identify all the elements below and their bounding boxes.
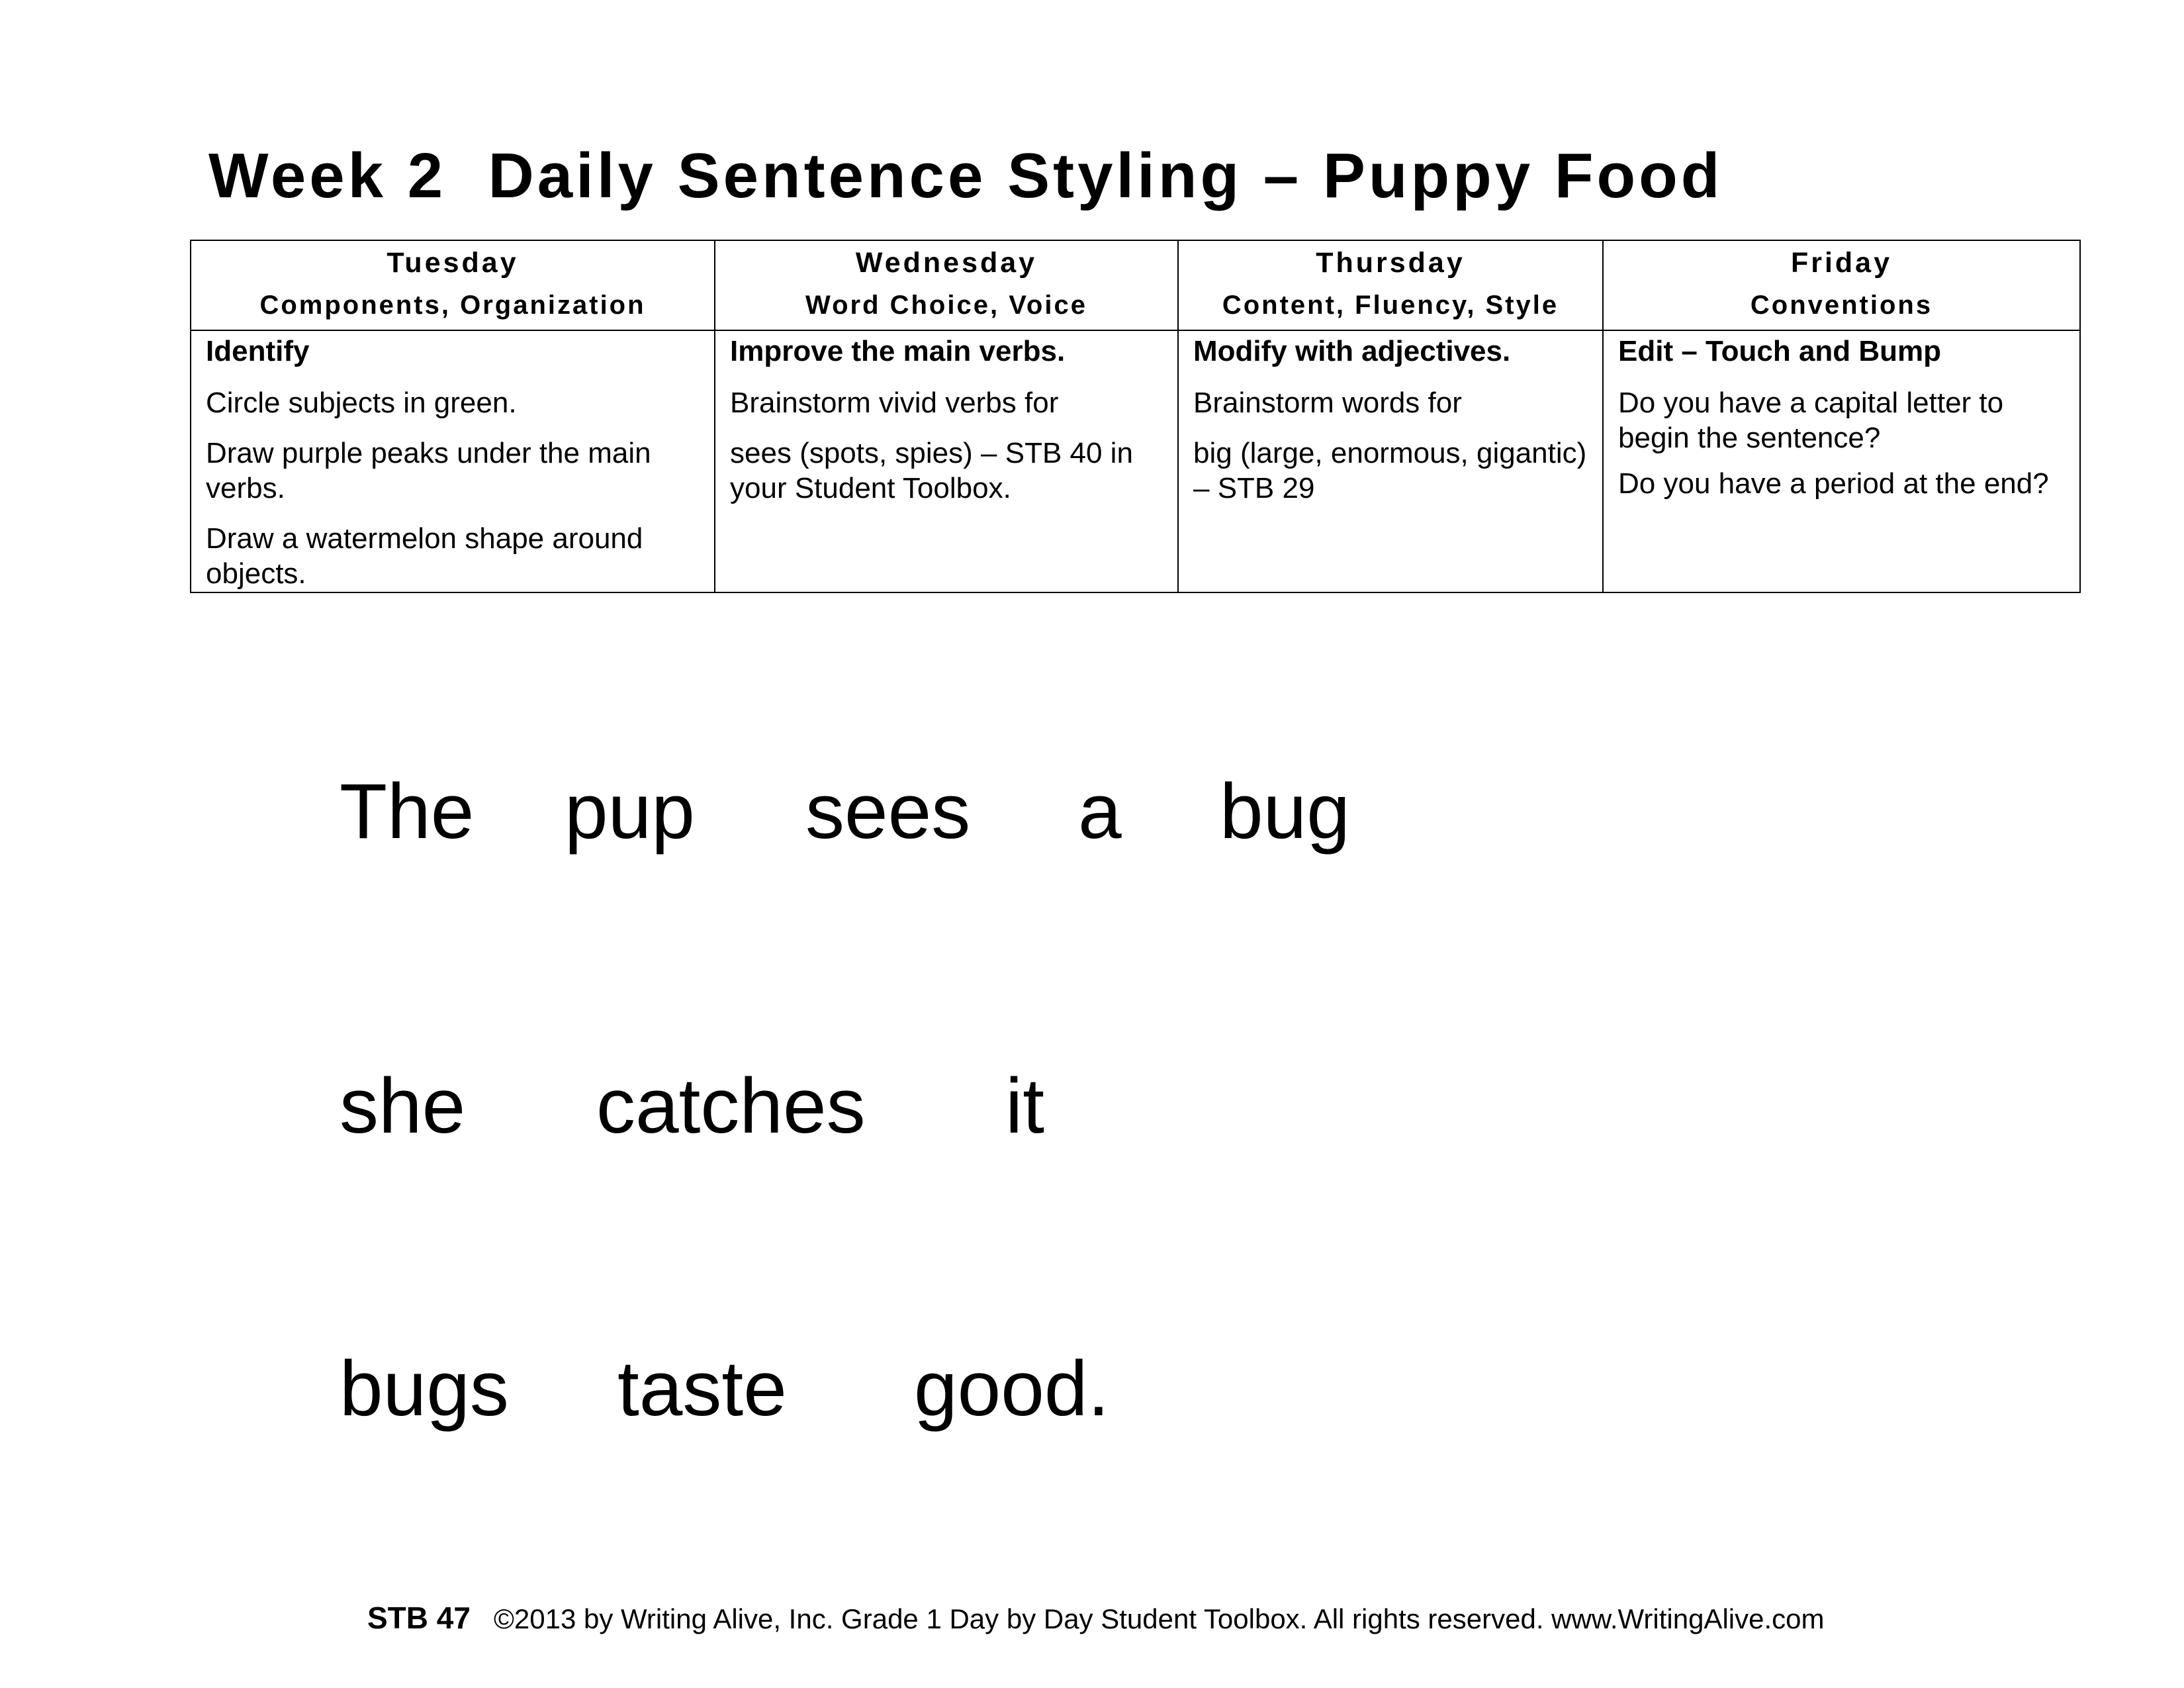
cell-heading: Edit – Touch and Bump [1618, 335, 1942, 367]
day-name: Friday [1790, 247, 1893, 279]
sentence-word: taste [617, 1345, 787, 1432]
table-body-row [191, 330, 2080, 592]
cell-heading: Modify with adjectives. [1193, 335, 1511, 367]
day-focus: Content, Fluency, Style [1222, 291, 1559, 320]
instruction-line: Draw purple peaks under the main verbs. [206, 437, 659, 504]
instruction-line: Do you have a capital letter to begin the sentence? [1618, 387, 2012, 454]
instruction-line: big (large, enormous, gigantic) – STB 29 [1193, 437, 1603, 504]
page-title: Week 2 Daily Sentence Styling – Puppy Food [208, 140, 1723, 211]
cell-heading: Improve the main verbs. [730, 335, 1066, 367]
day-focus: Conventions [1750, 291, 1933, 320]
sentence-word: The [340, 768, 475, 855]
page-code: STB 47 [367, 1601, 471, 1635]
sentence-word: sees [805, 768, 971, 855]
instruction-line: Do you have a period at the end? [1618, 467, 2049, 500]
tuesday-header [191, 240, 715, 330]
cell-heading: Identify [206, 335, 310, 367]
table-header-row [191, 240, 2080, 330]
friday-instructions [1603, 330, 2080, 592]
copyright-notice: ©2013 by Writing Alive, Inc. Grade 1 Day by Day Student Toolbox. All rights reserved. www.WritingAlive.com [493, 1603, 1825, 1634]
day-name: Tuesday [387, 247, 519, 279]
thursday-instructions [1178, 330, 1603, 592]
day-name: Wednesday [855, 247, 1038, 279]
page-footer [367, 1603, 1824, 1633]
weekly-schedule-table [190, 240, 2081, 593]
instruction-line: sees (spots, spies) – STB 40 in your Student Toolbox. [730, 437, 1142, 504]
wednesday-instructions [715, 330, 1178, 592]
sentence-word: bug [1220, 768, 1350, 855]
sentence-word: catches [596, 1062, 866, 1150]
instruction-line: Brainstorm vivid verbs for [730, 387, 1059, 419]
tuesday-instructions [191, 330, 715, 592]
thursday-header [1178, 240, 1603, 330]
day-name: Thursday [1316, 247, 1465, 279]
day-focus: Components, Organization [259, 291, 646, 320]
sentence-word: bugs [340, 1345, 509, 1432]
wednesday-header [715, 240, 1178, 330]
instruction-line: Draw a watermelon shape around objects. [206, 522, 651, 590]
sentence-word: it [1005, 1062, 1044, 1150]
sentence-word: good. [914, 1345, 1110, 1432]
instruction-line: Circle subjects in green. [206, 387, 517, 419]
day-focus: Word Choice, Voice [805, 291, 1087, 320]
sentence-word: she [340, 1062, 466, 1150]
friday-header [1603, 240, 2080, 330]
instruction-line: Brainstorm words for [1193, 387, 1462, 419]
sentence-word: a [1078, 768, 1122, 855]
sentence-word: pup [565, 768, 695, 855]
